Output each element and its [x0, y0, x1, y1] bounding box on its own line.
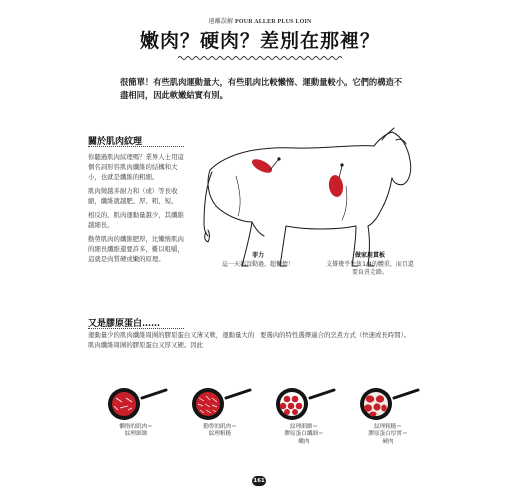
header-right: POUR ALLER PLUS LOIN: [235, 19, 312, 25]
muscle-grain-text: [88, 152, 184, 268]
callout-filet: [212, 252, 304, 269]
paragraph: 肌肉徵越多耐力和（或）等長收縮，纖維就越肥、厚、粗、短。: [88, 187, 178, 205]
pan-thick-collagen-icon: [352, 386, 424, 422]
callout-title: 菲力: [251, 252, 264, 259]
pan-caption-line: 紋理粗糙: [208, 431, 232, 438]
section-heading-collagen: 又是膠原蛋白……: [88, 319, 161, 329]
pan-caption-line: 膠原蛋白厚實＝: [368, 431, 408, 438]
pan-caption-line: 勤勞的肌肉＝: [203, 424, 237, 430]
filet-cut-marker: [250, 156, 274, 175]
callout-title: 做家用貫板: [354, 252, 385, 259]
paragraph: 相反的，肌肉運動量越少，其纖維越細長。: [88, 211, 184, 229]
pan-fine-grain-icon: [100, 386, 172, 422]
section-rule: [88, 328, 184, 329]
pan-caption-line: 紋理細緻＝: [290, 424, 318, 430]
pan-caption-line: 紋理細緻: [124, 431, 148, 438]
callout-text: 這一天都沒動過，超懶惰！: [221, 260, 294, 268]
running-header: [0, 16, 520, 25]
pan-caption-line: 懶惰的肌肉＝: [119, 424, 153, 430]
pan-item: [180, 386, 260, 439]
section-rule: [88, 146, 184, 147]
callout-shoulder: [324, 252, 416, 278]
callout-text: 支撐幾乎牛隻1/4的體重，而且還要負責走路。: [326, 260, 414, 276]
collagen-text-left: 運動量少的肌肉纖維周圍的膠原蛋白又薄又軟，運動量大的肌肉纖維周圍的膠原蛋白又厚又硬。因此: [88, 331, 255, 349]
pan-caption-line: 硬肉: [382, 438, 394, 445]
header-left: 遠離誤解: [208, 19, 234, 25]
paragraph: 勤勞肌肉的纖維肥厚，比懶惰肌肉的細長纖維還要許多，難以咀嚼，這就是肉質硬或嫩的原理。: [88, 235, 184, 263]
shoulder-cut-marker: [328, 174, 345, 198]
pan-thin-collagen-icon: [268, 386, 340, 422]
title-wave-divider: [178, 55, 344, 61]
pan-caption-line: 膠原蛋白纖細＝: [284, 431, 324, 438]
intro-paragraph: 很簡單！有些肌肉運動量大，有些肌肉比較懶惰、運動量較小。它們的構造不盡相同，因此軟嫩結實有別。: [120, 77, 403, 100]
pan-illustrations: [96, 386, 426, 456]
pan-item: [96, 386, 176, 439]
pan-coarse-grain-icon: [184, 386, 256, 422]
pan-item: [264, 386, 344, 446]
section-heading-muscle-grain: 關於肌肉紋理: [88, 137, 143, 147]
page-number: 161: [253, 478, 265, 484]
pan-caption-line: 嫩肉: [298, 438, 310, 445]
page-title: 嫩肉？硬肉？差別在那裡？: [139, 30, 380, 52]
paragraph: 你聽過肌肉紋理嗎？業界人士用這個名詞形容肌肉纖維的結構和大小，也就是纖維的粗細。: [88, 153, 184, 181]
pan-caption-line: 紋理粗糙＝: [374, 424, 402, 430]
collagen-text-right: 要選肉的特性選擇適合的烹煮方式（快速或長時間）。: [260, 331, 411, 339]
pan-item: [348, 386, 428, 446]
